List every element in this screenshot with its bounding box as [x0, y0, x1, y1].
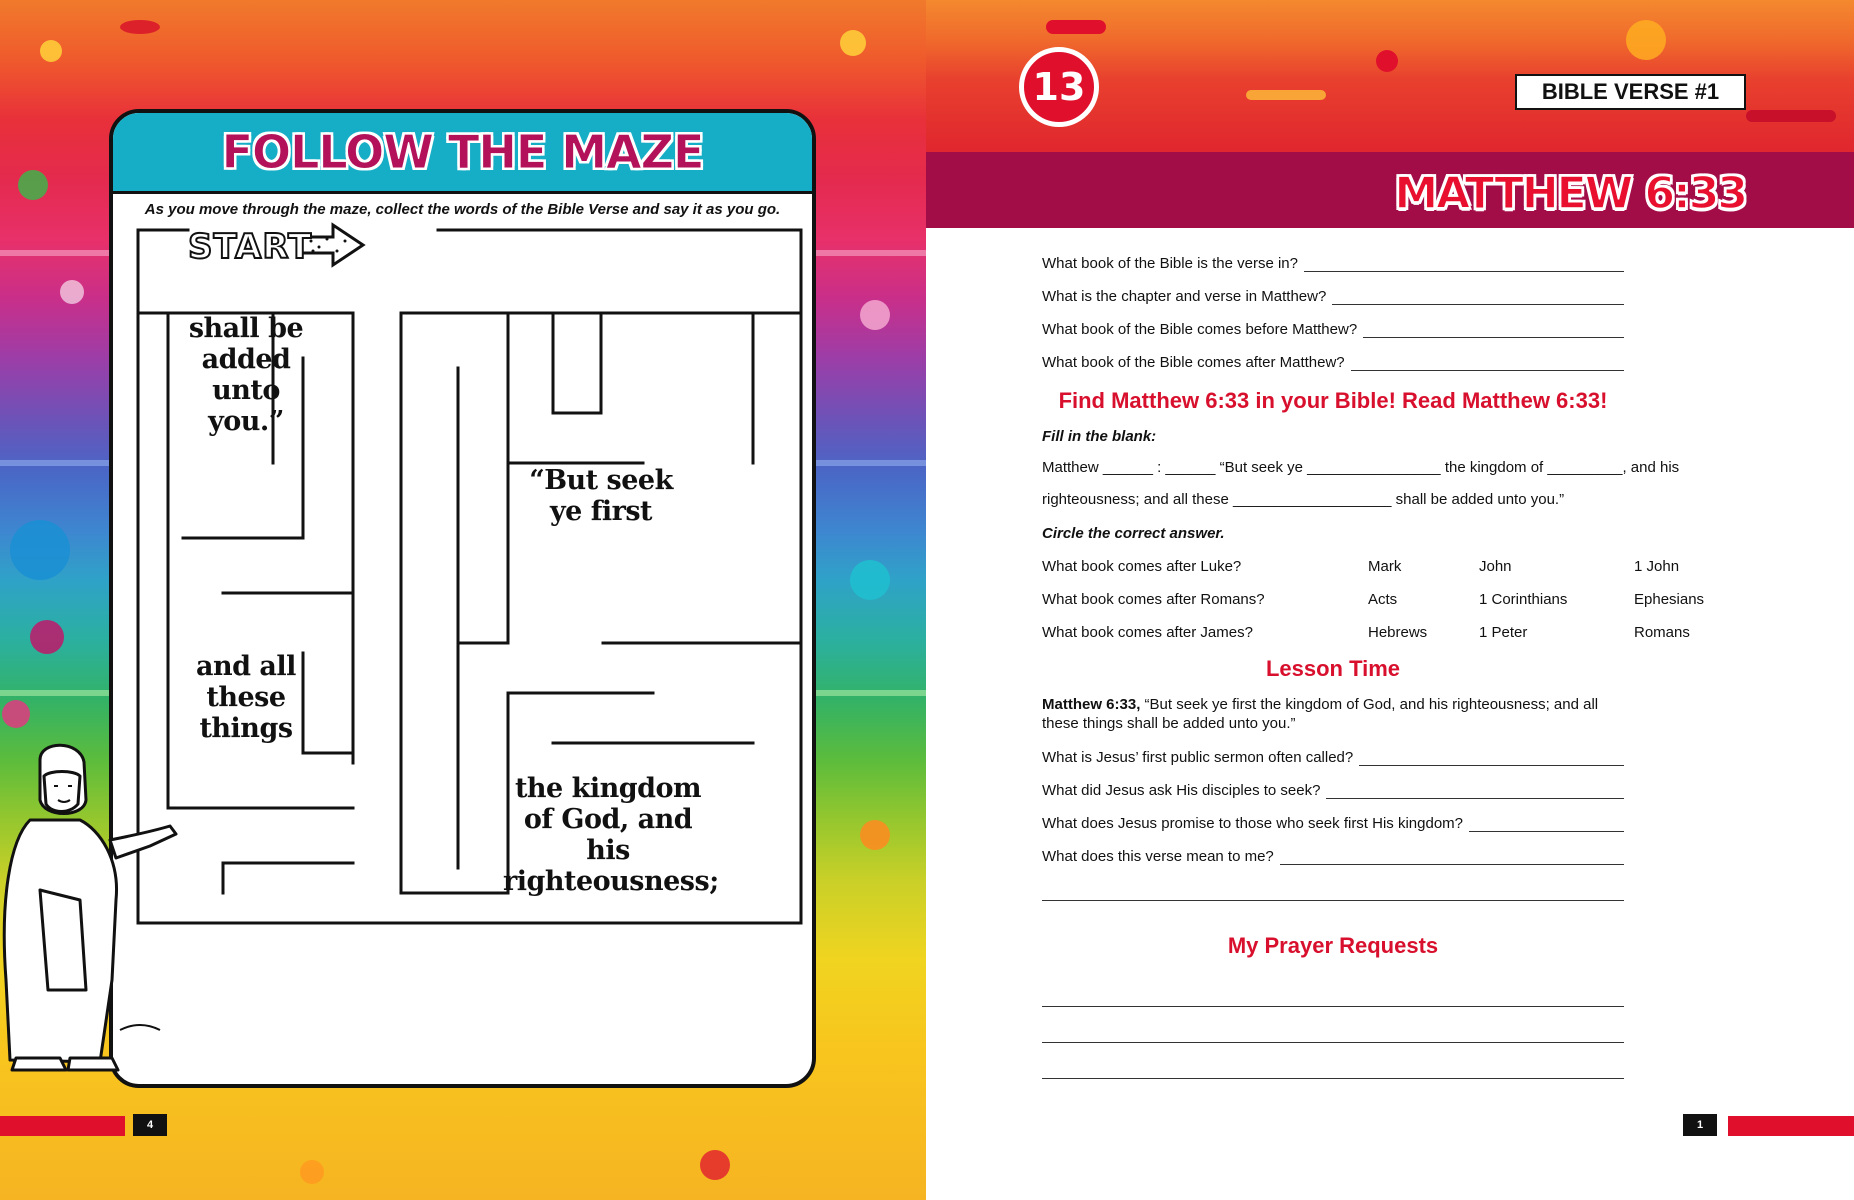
jesus-illustration-icon: [0, 740, 200, 1080]
choice-row: [1042, 624, 1690, 644]
paint-splat: [840, 30, 866, 56]
question-row: [1042, 815, 1624, 832]
answer-line[interactable]: [1326, 784, 1624, 799]
find-heading: Find Matthew 6:33 in your Bible! Read Matthew 6:33!: [1058, 388, 1608, 413]
question-row: [1042, 848, 1624, 865]
verse-title: MATTHEW 6:33: [1394, 168, 1746, 219]
lesson-ref: Matthew 6:33,: [1042, 696, 1141, 713]
fill-line-2: righteousness; and all these ___________________ shall be added unto you.”: [1042, 491, 1565, 508]
paint-splat: [860, 820, 890, 850]
paint-splat: [1376, 50, 1398, 72]
paint-splat: [30, 620, 64, 654]
lesson-heading: Lesson Time: [1265, 656, 1401, 681]
choice-option[interactable]: 1 Peter: [1479, 624, 1528, 641]
question-text: What book of the Bible is the verse in?: [1042, 255, 1298, 272]
paint-splat: [18, 170, 48, 200]
answer-line[interactable]: [1351, 356, 1624, 371]
choice-option[interactable]: Mark: [1368, 558, 1402, 575]
paint-splat: [1046, 20, 1106, 34]
paint-splat: [40, 40, 62, 62]
left-page: [0, 0, 926, 1200]
question-row: [1042, 255, 1624, 272]
choice-row: [1042, 558, 1680, 578]
question-row: [1042, 749, 1624, 766]
maze-instructions: As you move through the maze, collect the words of the Bible Verse and say it as you go.: [144, 201, 781, 218]
answer-line[interactable]: [1332, 290, 1624, 305]
question-row: [1042, 354, 1624, 371]
right-page-number: 1: [1683, 1114, 1717, 1136]
maze-title: FOLLOW THE MAZE: [221, 125, 704, 179]
choice-option[interactable]: Hebrews: [1368, 624, 1428, 641]
prayer-line[interactable]: [1042, 1006, 1624, 1007]
prayer-line[interactable]: [1042, 1042, 1624, 1043]
fill-line-1: Matthew ______ : ______ “But seek ye ________________ the kingdom of _________, and his: [1042, 459, 1680, 476]
answer-line[interactable]: [1280, 850, 1624, 865]
choice-row: [1042, 591, 1705, 611]
paint-splat: [1246, 90, 1326, 100]
paint-splat: [60, 280, 84, 304]
lesson-text: “But seek ye first the kingdom of God, and his righteousness; and all these things shall be added unto you.”: [1042, 696, 1599, 732]
choice-option[interactable]: Romans: [1634, 624, 1690, 641]
question-text: What does this verse mean to me?: [1042, 848, 1274, 865]
choice-question: What book comes after Luke?: [1042, 558, 1242, 575]
choice-option[interactable]: 1 Corinthians: [1479, 591, 1568, 608]
question-row: [1042, 782, 1624, 799]
bible-verse-badge: BIBLE VERSE #1: [1515, 74, 1746, 110]
prayer-heading: My Prayer Requests: [1227, 933, 1439, 958]
paint-splat: [10, 520, 70, 580]
left-page-number: 4: [133, 1114, 167, 1136]
maze-word-but-seek: “But seek ye first: [529, 465, 673, 527]
question-text: What book of the Bible comes after Matthew?: [1042, 354, 1345, 371]
paint-splat: [700, 1150, 730, 1180]
circle-heading: Circle the correct answer.: [1042, 525, 1225, 542]
question-text: What does Jesus promise to those who seek first His kingdom?: [1042, 815, 1464, 832]
choice-option[interactable]: Ephesians: [1634, 591, 1705, 608]
fill-heading: Fill in the blank:: [1042, 428, 1157, 445]
paint-splat: [1626, 20, 1666, 60]
answer-line[interactable]: [1304, 257, 1624, 272]
choice-option[interactable]: John: [1479, 558, 1512, 575]
right-red-bar: [1728, 1116, 1854, 1136]
maze-card: [109, 109, 816, 1088]
maze-word-kingdom: the kingdom of God, and his righteousness;: [503, 773, 719, 897]
choice-question: What book comes after Romans?: [1042, 591, 1265, 608]
question-row: [1042, 288, 1624, 305]
answer-line[interactable]: [1042, 900, 1624, 901]
paint-splat: [860, 300, 890, 330]
maze-start-label: START: [188, 227, 313, 267]
maze-word-and-all-these: and all these things: [196, 651, 296, 744]
answer-line[interactable]: [1363, 323, 1624, 338]
answer-line[interactable]: [1469, 817, 1624, 832]
paint-splat: [300, 1160, 324, 1184]
question-text: What is Jesus’ first public sermon often called?: [1042, 749, 1354, 766]
paint-splat: [1746, 110, 1836, 122]
choice-option[interactable]: Acts: [1368, 591, 1398, 608]
question-text: What is the chapter and verse in Matthew?: [1042, 288, 1327, 305]
paint-splat: [850, 560, 890, 600]
maze-word-shall-be-added: shall be added unto you.”: [188, 313, 304, 437]
choice-question: What book comes after James?: [1042, 624, 1253, 641]
prayer-line[interactable]: [1042, 1078, 1624, 1079]
lesson-verse: [1042, 695, 1624, 733]
paint-splat: [120, 20, 160, 34]
question-row: [1042, 321, 1624, 338]
paint-splat: [2, 700, 30, 728]
right-page: [926, 0, 1854, 1200]
left-red-bar: [0, 1116, 125, 1136]
question-text: What book of the Bible comes before Matthew?: [1042, 321, 1358, 338]
choice-option[interactable]: 1 John: [1634, 558, 1680, 575]
answer-line[interactable]: [1359, 751, 1624, 766]
lesson-number-badge: 13: [1019, 47, 1099, 127]
question-text: What did Jesus ask His disciples to seek?: [1042, 782, 1321, 799]
